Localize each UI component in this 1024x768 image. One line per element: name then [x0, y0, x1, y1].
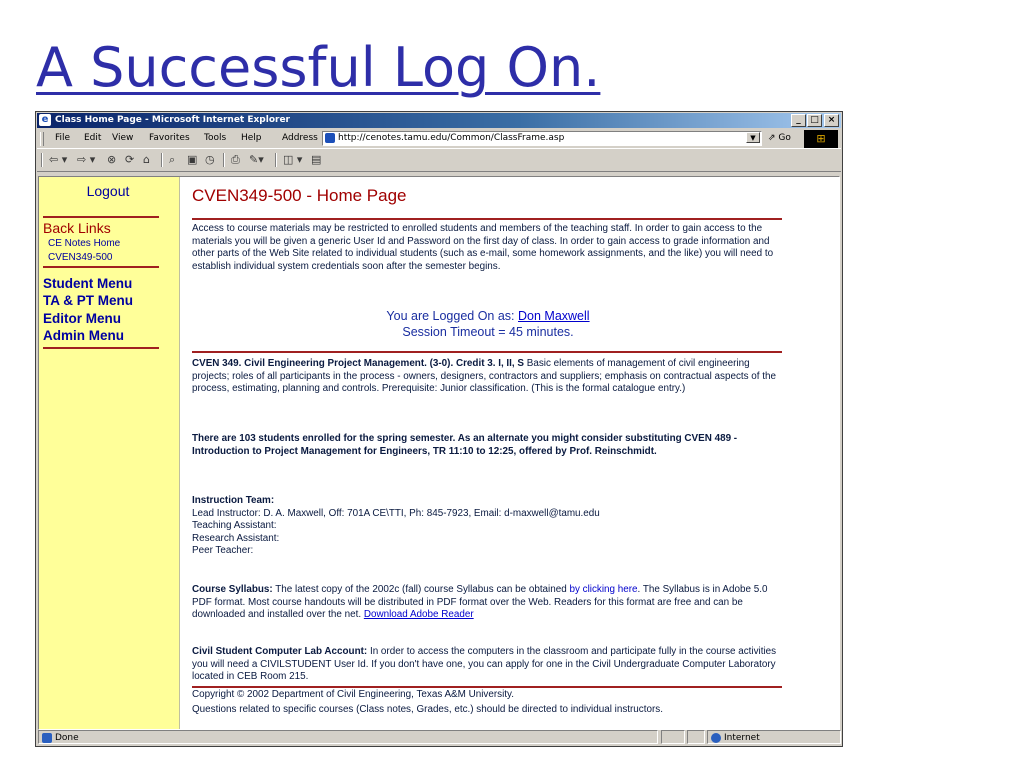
browser-window [35, 111, 843, 747]
menu-help[interactable]: Help [241, 133, 262, 143]
syllabus-text-2: . The Syllabus is in Adobe 5.0 PDF format. Most course handouts will be distributed in PDF format over the Web. Readers for this format are free and can be downloaded and installed over the net. [192, 584, 768, 620]
menubar-grip [40, 132, 44, 146]
lead-instructor: Lead Instructor: D. A. Maxwell, Off: 701A CE\TTI, Ph: 845-7923, Email: d-maxwell@tamu.edu [192, 507, 600, 519]
page-title: CVEN349-500 - Home Page [192, 186, 407, 205]
status-text: Done [55, 733, 79, 743]
title-bar[interactable] [37, 113, 841, 128]
lab-account [192, 646, 784, 684]
slide-title: A Successful Log On. [36, 36, 601, 99]
address-label: Address [282, 133, 318, 143]
page-content [38, 176, 840, 730]
nav-divider [43, 347, 159, 349]
address-input[interactable] [322, 131, 762, 146]
enrollment-note: There are 103 students enrolled for the spring semester. As an alternate you might consider substituting CVEN 489 - Introduction to Project Management for Engineers, TR 11:10 to 12:25, offered by Prof. Reinschmidt. [192, 433, 738, 457]
internet-explorer-icon: e [39, 114, 51, 126]
lab-account-text: In order to access the computers in the classroom and participate fully in the course activities you will need a CIVILSTUDENT User Id. If you don't have one, you can apply for one in the Civil Undergraduate Computer Laboratory located in CEB Room 215. [192, 646, 777, 682]
status-bar [37, 730, 841, 745]
navigation-frame [39, 177, 180, 729]
nav-divider [43, 266, 159, 268]
teaching-assistant: Teaching Assistant: [192, 520, 277, 531]
menu-bar [37, 129, 841, 149]
syllabus-heading: Course Syllabus: [192, 584, 273, 595]
address-url: http://cenotes.tamu.edu/Common/ClassFrame.asp [338, 133, 565, 143]
ta-pt-menu-link[interactable]: TA & PT Menu [43, 293, 133, 308]
catalog-entry [192, 358, 784, 396]
edit-icon[interactable]: ✎▾ [249, 153, 264, 166]
logged-on-user-link[interactable]: Don Maxwell [518, 309, 590, 323]
back-icon[interactable]: ⇦ ▾ [49, 153, 68, 166]
search-icon[interactable]: ⌕ [169, 153, 176, 166]
instruction-team [192, 495, 784, 558]
nav-divider [43, 216, 159, 218]
toolbar-separator [275, 153, 277, 167]
minimize-button[interactable]: _ [791, 114, 806, 127]
catalog-title: CVEN 349. Civil Engineering Project Management. (3-0). Credit 3. I, II, S [192, 358, 524, 369]
syllabus-link[interactable]: by clicking here [569, 584, 638, 595]
maximize-button[interactable]: □ [807, 114, 822, 127]
session-timeout: Session Timeout = 45 minutes. [402, 325, 574, 339]
copyright: Copyright © 2002 Department of Civil Engineering, Texas A&M University. [192, 689, 514, 700]
logged-on-prefix: You are Logged On as: [386, 309, 519, 323]
refresh-icon[interactable]: ⟳ [125, 153, 135, 166]
discuss-icon[interactable]: ◫ ▾ [283, 153, 303, 166]
windows-logo-icon: ⊞ [804, 130, 838, 148]
menu-edit[interactable]: Edit [84, 133, 102, 143]
toolbar-separator [223, 153, 225, 167]
questions-note: Questions related to specific courses (Class notes, Grades, etc.) should be directed to individual instructors. [192, 704, 663, 715]
status-panel [38, 730, 658, 744]
status-cell [687, 730, 705, 744]
course-link[interactable]: CVEN349-500 [48, 252, 113, 263]
menu-favorites[interactable]: Favorites [149, 133, 190, 143]
window-title: Class Home Page - Microsoft Internet Explorer [55, 115, 290, 125]
ce-notes-home-link[interactable]: CE Notes Home [48, 238, 121, 249]
page-done-icon [42, 733, 52, 743]
editor-menu-link[interactable]: Editor Menu [43, 311, 121, 326]
toolbar-grip [41, 153, 43, 167]
section-divider [192, 351, 782, 353]
favorites-icon[interactable]: ▣ [187, 153, 198, 166]
internet-zone-icon [711, 733, 721, 743]
catalog-description: Basic elements of management of civil engineering projects; roles of all participants in the process - owners, designers, contractors and suppliers; emphasis on contractual aspects of the process, estimating, planning and controls. Prerequisite: Junior classification. (This is the formal catalogue entry.) [192, 358, 777, 394]
footer-divider [192, 686, 782, 688]
go-label: Go [778, 133, 791, 143]
admin-menu-link[interactable]: Admin Menu [43, 328, 124, 343]
stop-icon[interactable]: ⊗ [107, 153, 117, 166]
research-assistant: Research Assistant: [192, 532, 280, 544]
instruction-team-heading: Instruction Team: [192, 495, 275, 506]
section-divider [192, 218, 782, 220]
home-icon[interactable]: ⌂ [143, 153, 150, 166]
history-icon[interactable]: ◷ [205, 153, 215, 166]
logout-link[interactable]: Logout [86, 183, 130, 199]
peer-teacher: Peer Teacher: [192, 545, 254, 556]
logged-on-line [192, 309, 784, 324]
toolbar-separator [161, 153, 163, 167]
print-icon[interactable]: ⎙ [231, 153, 240, 166]
access-note: Access to course materials may be restricted to enrolled students and members of the teaching staff. In order to gain access to the materials you will be given a generic User Id and Password on the first day of class. In order to gain access to grade information and other parts of the Web Site related to individual students (such as e-mail, some homework assignments, and the like) you will need to establish individual system credentials soon after the semester begins. [192, 223, 774, 272]
address-bar [276, 130, 840, 147]
course-syllabus [192, 584, 784, 622]
status-cell [661, 730, 685, 744]
menu-tools[interactable]: Tools [204, 133, 227, 143]
address-dropdown-icon[interactable]: ▼ [746, 132, 760, 143]
go-arrow-icon: ⇗ [768, 133, 776, 143]
back-links-heading: Back Links [43, 220, 111, 236]
zone-text: Internet [724, 733, 760, 743]
forward-icon[interactable]: ⇨ ▾ [77, 153, 96, 166]
standard-toolbar [37, 149, 841, 172]
syllabus-text-1: The latest copy of the 2002c (fall) course Syllabus can be obtained [272, 584, 570, 595]
zone-panel [707, 730, 841, 744]
student-menu-link[interactable]: Student Menu [43, 276, 133, 291]
menu-file[interactable]: File [55, 133, 71, 143]
page-icon [325, 133, 335, 143]
go-button[interactable] [768, 130, 806, 147]
lab-account-heading: Civil Student Computer Lab Account: [192, 646, 368, 657]
messenger-icon[interactable]: ▤ [311, 153, 322, 166]
close-button[interactable]: × [824, 114, 839, 127]
window-controls [790, 114, 839, 127]
menu-view[interactable]: View [112, 133, 134, 143]
adobe-reader-link[interactable]: Download Adobe Reader [363, 609, 474, 620]
